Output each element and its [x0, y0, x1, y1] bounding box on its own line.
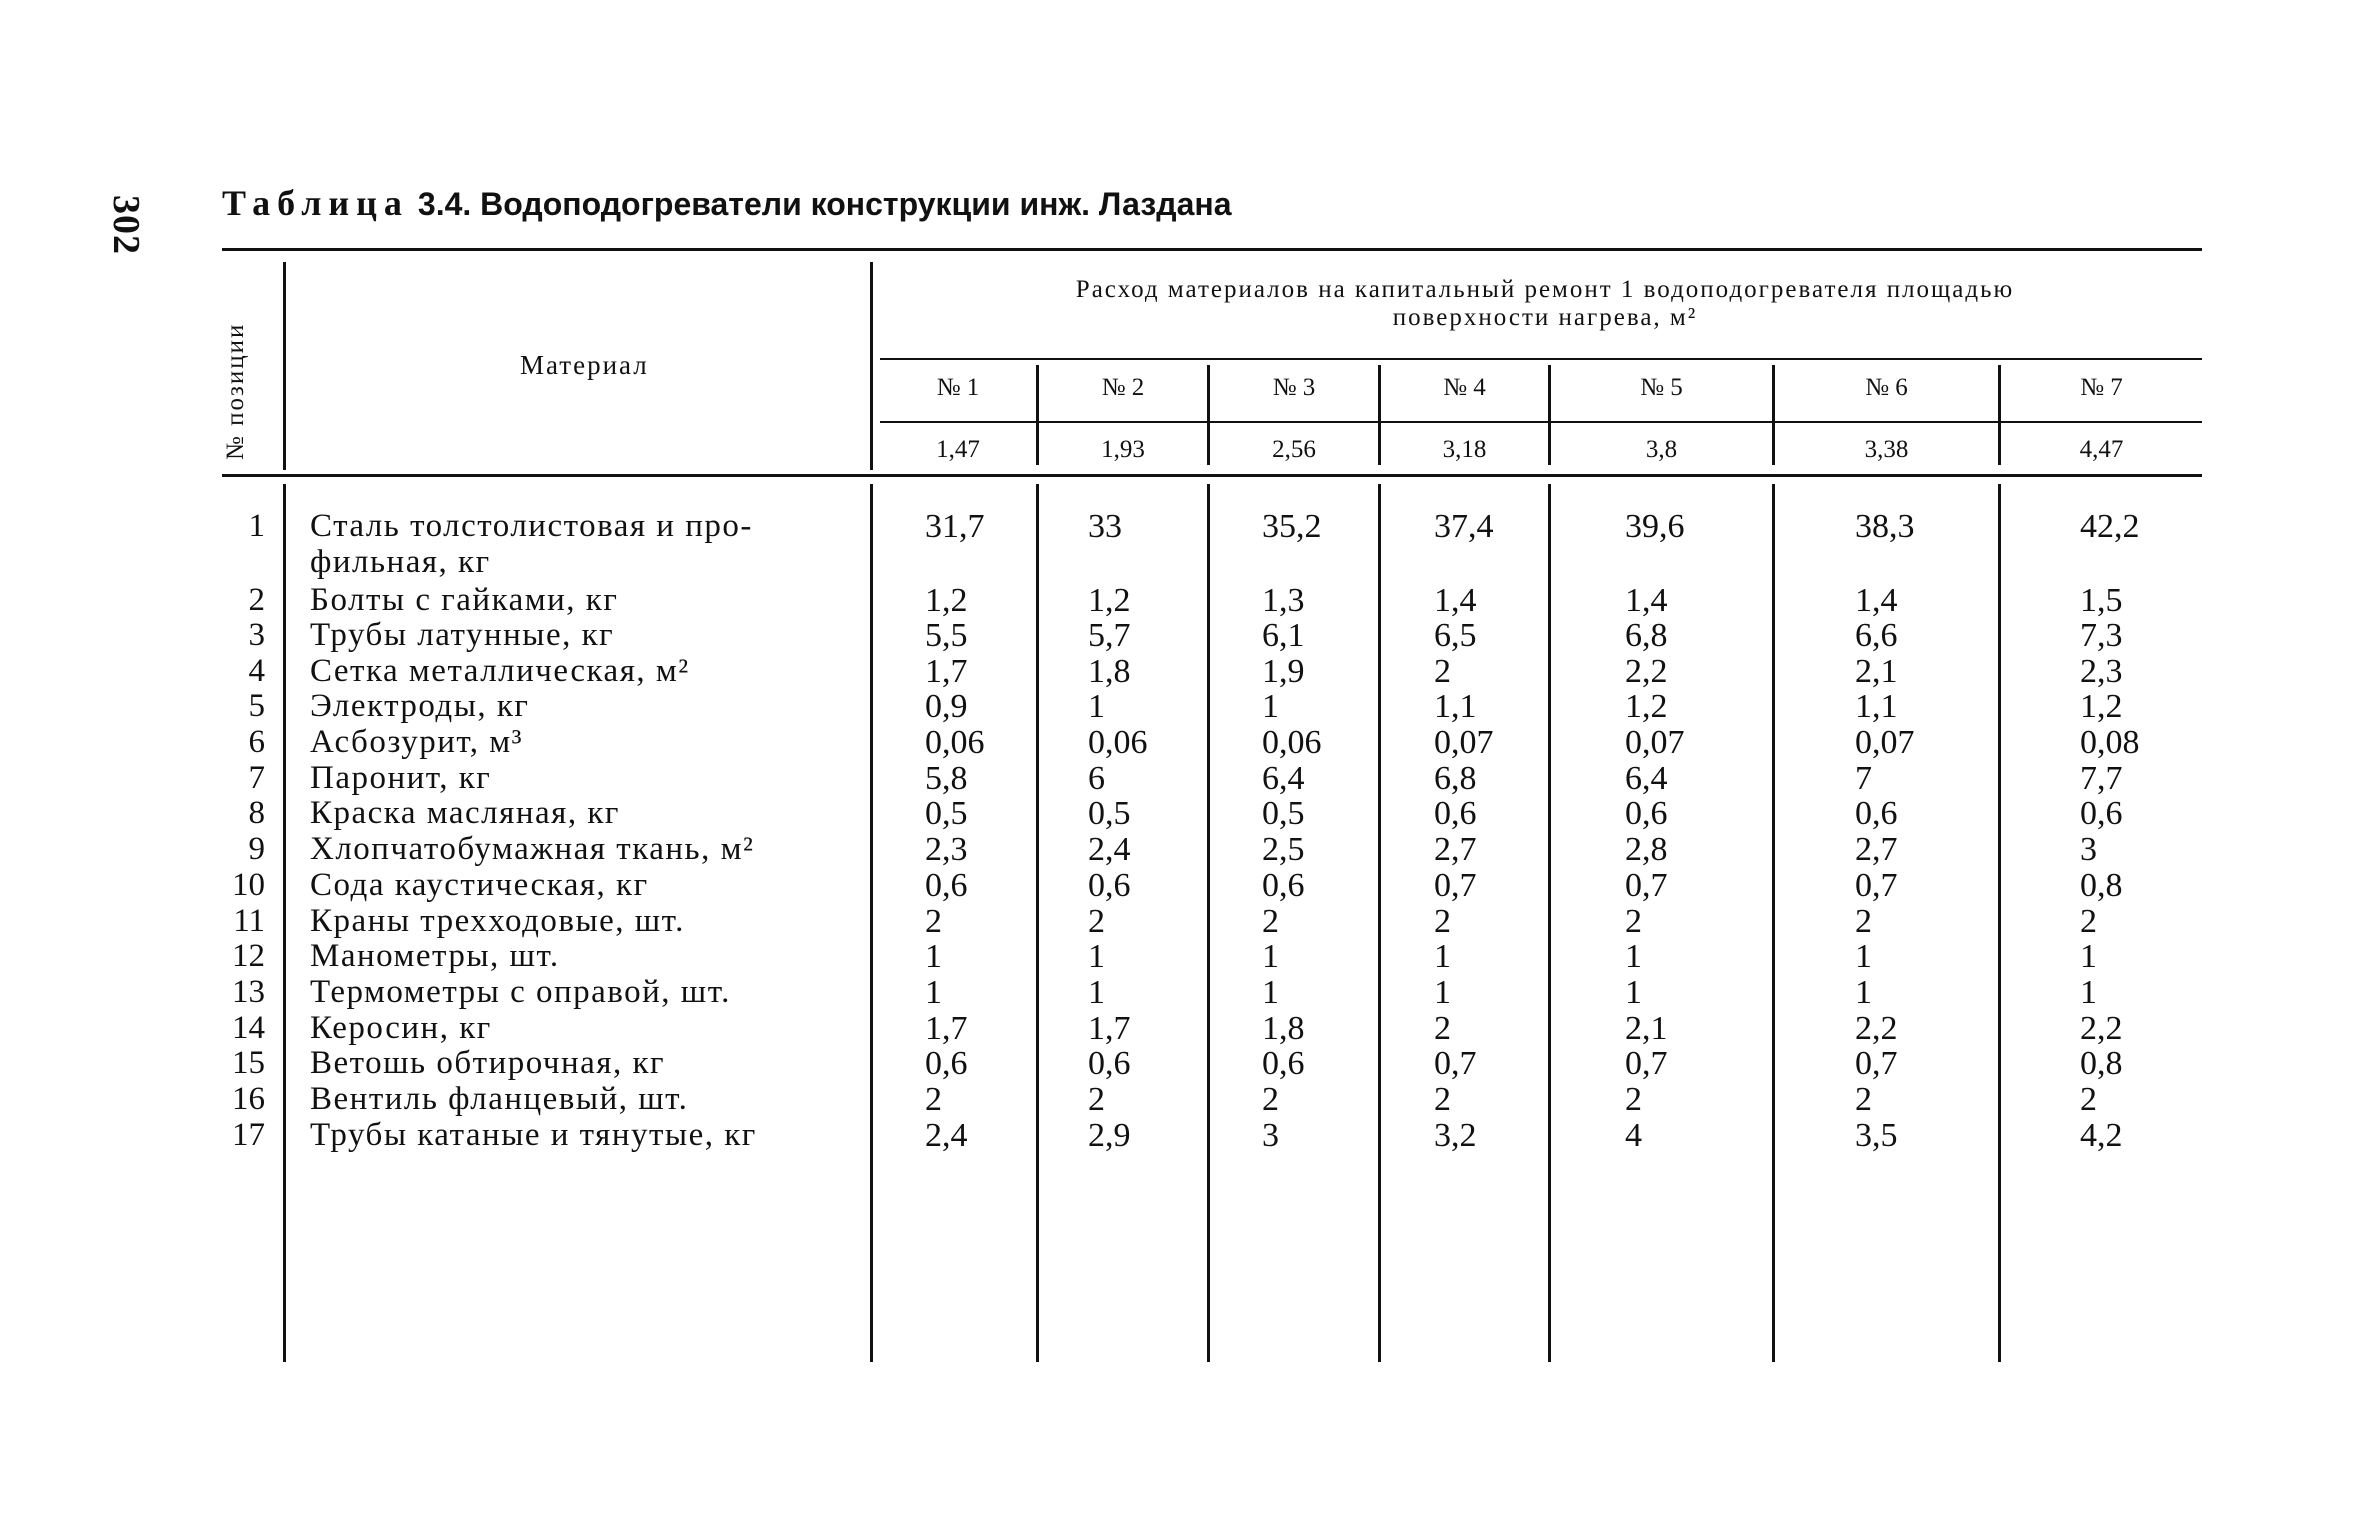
value-cell-heater-5: 0,6: [1625, 795, 1668, 832]
value-cell-heater-1: 1,7: [925, 653, 968, 690]
row-number: 9: [248, 831, 265, 867]
value-cell-heater-3: 3: [1262, 1117, 1279, 1154]
value-cell-heater-3: 1,3: [1262, 582, 1305, 619]
area-value-7: 4,47: [2079, 436, 2124, 463]
value-cell-heater-7: 1,5: [2080, 582, 2123, 619]
value-cell-heater-4: 37,4: [1434, 508, 1494, 545]
group-header-line2: поверхности нагрева, м²: [1392, 304, 1698, 331]
value-cell-heater-7: 1: [2080, 974, 2097, 1011]
value-cell-heater-4: 0,7: [1434, 867, 1477, 904]
value-cell-heater-6: 0,07: [1855, 724, 1915, 761]
value-cell-heater-3: 0,06: [1262, 724, 1322, 761]
value-cell-heater-7: 0,8: [2080, 1045, 2123, 1082]
value-cell-heater-1: 5,8: [925, 760, 968, 797]
row-material: Краска масляная, кг: [310, 795, 620, 831]
value-cell-heater-1: 1,2: [925, 582, 968, 619]
value-cell-heater-6: 0,7: [1855, 1045, 1898, 1082]
area-subrule: [880, 421, 2202, 423]
value-cell-heater-3: 2,5: [1262, 831, 1305, 868]
value-cell-heater-5: 0,07: [1625, 724, 1685, 761]
row-material: Сетка металлическая, м²: [310, 653, 690, 689]
value-cell-heater-7: 0,6: [2080, 795, 2123, 832]
row-number: 17: [232, 1117, 265, 1153]
value-cell-heater-2: 0,6: [1088, 867, 1131, 904]
value-cell-heater-3: 6,1: [1262, 617, 1305, 654]
title-rest: 3.4. Водоподогреватели конструкции инж. Лаздана: [417, 186, 1232, 222]
value-cell-heater-5: 1,4: [1625, 582, 1668, 619]
value-cell-heater-4: 2: [1434, 903, 1451, 940]
value-cell-heater-5: 6,4: [1625, 760, 1668, 797]
row-number: 1: [248, 508, 265, 544]
value-cell-heater-2: 1: [1088, 938, 1105, 975]
value-cell-heater-2: 2: [1088, 903, 1105, 940]
position-column-header: № позиции: [222, 322, 249, 460]
top-rule: [222, 248, 2202, 251]
area-value-1: 1,47: [936, 436, 980, 463]
heater-header-2: № 2: [1101, 374, 1145, 401]
value-cell-heater-4: 2: [1434, 1010, 1451, 1047]
row-number: 8: [248, 795, 265, 831]
value-cell-heater-4: 1,4: [1434, 582, 1477, 619]
value-cell-heater-1: 0,6: [925, 867, 968, 904]
value-cell-heater-2: 6: [1088, 760, 1105, 797]
body-vline-mat: [870, 484, 873, 1362]
page-number: 302: [105, 195, 147, 255]
value-cell-heater-4: 0,6: [1434, 795, 1477, 832]
value-cell-heater-7: 0,08: [2080, 724, 2140, 761]
row-number: 4: [248, 653, 265, 689]
value-cell-heater-7: 7,7: [2080, 760, 2123, 797]
row-number: 2: [248, 582, 265, 618]
value-cell-heater-4: 0,7: [1434, 1045, 1477, 1082]
row-material: Сода каустическая, кг: [310, 867, 649, 903]
value-cell-heater-5: 2,8: [1625, 831, 1668, 868]
value-cell-heater-1: 5,5: [925, 617, 968, 654]
value-cell-heater-1: 0,6: [925, 1045, 968, 1082]
value-cell-heater-7: 0,8: [2080, 867, 2123, 904]
body-vline-c6: [1772, 484, 1775, 1362]
value-cell-heater-6: 7: [1855, 760, 1872, 797]
value-cell-heater-2: 1: [1088, 688, 1105, 725]
row-number: 14: [232, 1010, 265, 1046]
area-value-3: 2,56: [1272, 436, 1316, 463]
table-title: [222, 182, 1231, 224]
value-cell-heater-5: 0,7: [1625, 1045, 1668, 1082]
row-number: 11: [233, 903, 265, 939]
row-material: Электроды, кг: [310, 688, 530, 724]
value-cell-heater-5: 1: [1625, 974, 1642, 1011]
value-cell-heater-3: 1: [1262, 938, 1279, 975]
value-cell-heater-5: 2,1: [1625, 1010, 1668, 1047]
material-column-header: Материал: [520, 350, 649, 380]
heater-header-4: № 4: [1443, 374, 1486, 401]
value-cell-heater-4: 2: [1434, 653, 1451, 690]
row-material: Краны трехходовые, шт.: [310, 903, 685, 939]
value-cell-heater-5: 2: [1625, 1081, 1642, 1118]
value-cell-heater-6: 2: [1855, 1081, 1872, 1118]
row-material: Вентиль фланцевый, шт.: [310, 1081, 689, 1117]
value-cell-heater-3: 1: [1262, 688, 1279, 725]
value-cell-heater-4: 6,8: [1434, 760, 1477, 797]
heater-header-1: № 1: [936, 374, 980, 401]
row-number: 16: [232, 1081, 265, 1117]
value-cell-heater-2: 2,4: [1088, 831, 1131, 868]
body-vline-c2: [1036, 484, 1039, 1362]
value-cell-heater-5: 6,8: [1625, 617, 1668, 654]
value-cell-heater-5: 1: [1625, 938, 1642, 975]
row-number: 10: [232, 867, 265, 903]
row-number: 13: [232, 974, 265, 1010]
value-cell-heater-6: 0,6: [1855, 795, 1898, 832]
area-value-6: 3,38: [1864, 436, 1909, 463]
value-cell-heater-4: 2: [1434, 1081, 1451, 1118]
area-value-5: 3,8: [1645, 436, 1678, 463]
value-cell-heater-6: 1: [1855, 974, 1872, 1011]
value-cell-heater-1: 1: [925, 938, 942, 975]
row-number: 15: [232, 1045, 265, 1081]
body-vline-c4: [1378, 484, 1381, 1362]
value-cell-heater-6: 2: [1855, 903, 1872, 940]
body-vline-c7: [1998, 484, 2001, 1362]
value-cell-heater-4: 6,5: [1434, 617, 1477, 654]
value-cell-heater-1: 31,7: [925, 508, 985, 545]
value-cell-heater-5: 2,2: [1625, 653, 1668, 690]
row-number: 5: [248, 688, 265, 724]
row-number: 7: [248, 760, 265, 796]
value-cell-heater-3: 2: [1262, 1081, 1279, 1118]
heater-header-5: № 5: [1640, 374, 1683, 401]
value-cell-heater-7: 3: [2080, 831, 2097, 868]
value-cell-heater-7: 2: [2080, 1081, 2097, 1118]
value-cell-heater-1: 1: [925, 974, 942, 1011]
area-value-4: 3,18: [1442, 436, 1487, 463]
value-cell-heater-7: 2,3: [2080, 653, 2123, 690]
heater-header-7: № 7: [2080, 374, 2123, 401]
group-header-line1: Расход материалов на капитальный ремонт 1 водоподогревателя площадью: [1075, 276, 2015, 303]
value-cell-heater-7: 1,2: [2080, 688, 2123, 725]
row-material: Трубы латунные, кг: [310, 617, 615, 653]
value-cell-heater-6: 38,3: [1855, 508, 1915, 545]
value-cell-heater-3: 1,8: [1262, 1010, 1305, 1047]
value-cell-heater-4: 3,2: [1434, 1117, 1477, 1154]
heater-header-6: № 6: [1865, 374, 1908, 401]
row-material: Манометры, шт.: [310, 938, 560, 974]
value-cell-heater-3: 0,6: [1262, 867, 1305, 904]
value-cell-heater-5: 4: [1625, 1117, 1642, 1154]
header-bottom-rule: [222, 474, 2202, 477]
value-cell-heater-5: 0,7: [1625, 867, 1668, 904]
value-cell-heater-5: 2: [1625, 903, 1642, 940]
value-cell-heater-2: 1: [1088, 974, 1105, 1011]
group-subrule: [880, 358, 2202, 360]
value-cell-heater-3: 0,6: [1262, 1045, 1305, 1082]
row-material: Ветошь обтирочная, кг: [310, 1045, 666, 1081]
row-material: Паронит, кг: [310, 760, 492, 796]
row-material: Асбозурит, м³: [310, 724, 524, 760]
value-cell-heater-2: 0,6: [1088, 1045, 1131, 1082]
value-cell-heater-5: 1,2: [1625, 688, 1668, 725]
row-material: Болты с гайками, кг: [310, 582, 619, 618]
value-cell-heater-7: 1: [2080, 938, 2097, 975]
value-cell-heater-1: 1,7: [925, 1010, 968, 1047]
body-vline-pos: [283, 484, 286, 1362]
value-cell-heater-6: 6,6: [1855, 617, 1898, 654]
value-cell-heater-4: 2,7: [1434, 831, 1477, 868]
row-material: Термометры с оправой, шт.: [310, 974, 731, 1010]
value-cell-heater-4: 0,07: [1434, 724, 1494, 761]
value-cell-heater-3: 0,5: [1262, 795, 1305, 832]
value-cell-heater-6: 1,4: [1855, 582, 1898, 619]
row-number: 12: [232, 938, 265, 974]
value-cell-heater-6: 2,2: [1855, 1010, 1898, 1047]
value-cell-heater-2: 33: [1088, 508, 1122, 545]
value-cell-heater-7: 4,2: [2080, 1117, 2123, 1154]
value-cell-heater-3: 6,4: [1262, 760, 1305, 797]
value-cell-heater-2: 2: [1088, 1081, 1105, 1118]
header-vline-pos: [283, 262, 286, 470]
value-cell-heater-3: 2: [1262, 903, 1279, 940]
title-lead: Таблица: [222, 183, 409, 223]
row-material: Хлопчатобумажная ткань, м²: [310, 831, 755, 867]
value-cell-heater-6: 3,5: [1855, 1117, 1898, 1154]
row-material: Трубы катаные и тянутые, кг: [310, 1117, 757, 1153]
value-cell-heater-2: 1,2: [1088, 582, 1131, 619]
area-value-2: 1,93: [1101, 436, 1145, 463]
heater-header-3: № 3: [1272, 374, 1316, 401]
value-cell-heater-1: 0,5: [925, 795, 968, 832]
value-cell-heater-7: 2: [2080, 903, 2097, 940]
value-cell-heater-7: 42,2: [2080, 508, 2140, 545]
value-cell-heater-1: 2: [925, 1081, 942, 1118]
value-cell-heater-6: 1,1: [1855, 688, 1898, 725]
value-cell-heater-3: 1,9: [1262, 653, 1305, 690]
value-cell-heater-7: 7,3: [2080, 617, 2123, 654]
row-material: Керосин, кг: [310, 1010, 492, 1046]
value-cell-heater-3: 1: [1262, 974, 1279, 1011]
value-cell-heater-5: 39,6: [1625, 508, 1685, 545]
consumption-group-header: [870, 276, 2220, 332]
value-cell-heater-4: 1: [1434, 938, 1451, 975]
value-cell-heater-1: 0,9: [925, 688, 968, 725]
value-cell-heater-6: 2,1: [1855, 653, 1898, 690]
value-cell-heater-2: 0,5: [1088, 795, 1131, 832]
value-cell-heater-1: 2,3: [925, 831, 968, 868]
value-cell-heater-6: 2,7: [1855, 831, 1898, 868]
value-cell-heater-2: 1,7: [1088, 1010, 1131, 1047]
body-vline-c3: [1207, 484, 1210, 1362]
row-material-continuation: фильная, кг: [310, 544, 491, 580]
value-cell-heater-6: 0,7: [1855, 867, 1898, 904]
value-cell-heater-2: 2,9: [1088, 1117, 1131, 1154]
value-cell-heater-2: 0,06: [1088, 724, 1148, 761]
value-cell-heater-7: 2,2: [2080, 1010, 2123, 1047]
value-cell-heater-4: 1: [1434, 974, 1451, 1011]
value-cell-heater-1: 2: [925, 903, 942, 940]
value-cell-heater-3: 35,2: [1262, 508, 1322, 545]
value-cell-heater-1: 2,4: [925, 1117, 968, 1154]
row-number: 6: [248, 724, 265, 760]
row-material: Сталь толстолистовая и про-: [310, 508, 753, 544]
body-vline-c5: [1548, 484, 1551, 1362]
value-cell-heater-6: 1: [1855, 938, 1872, 975]
value-cell-heater-2: 5,7: [1088, 617, 1131, 654]
row-number: 3: [248, 617, 265, 653]
value-cell-heater-2: 1,8: [1088, 653, 1131, 690]
value-cell-heater-4: 1,1: [1434, 688, 1477, 725]
value-cell-heater-1: 0,06: [925, 724, 985, 761]
